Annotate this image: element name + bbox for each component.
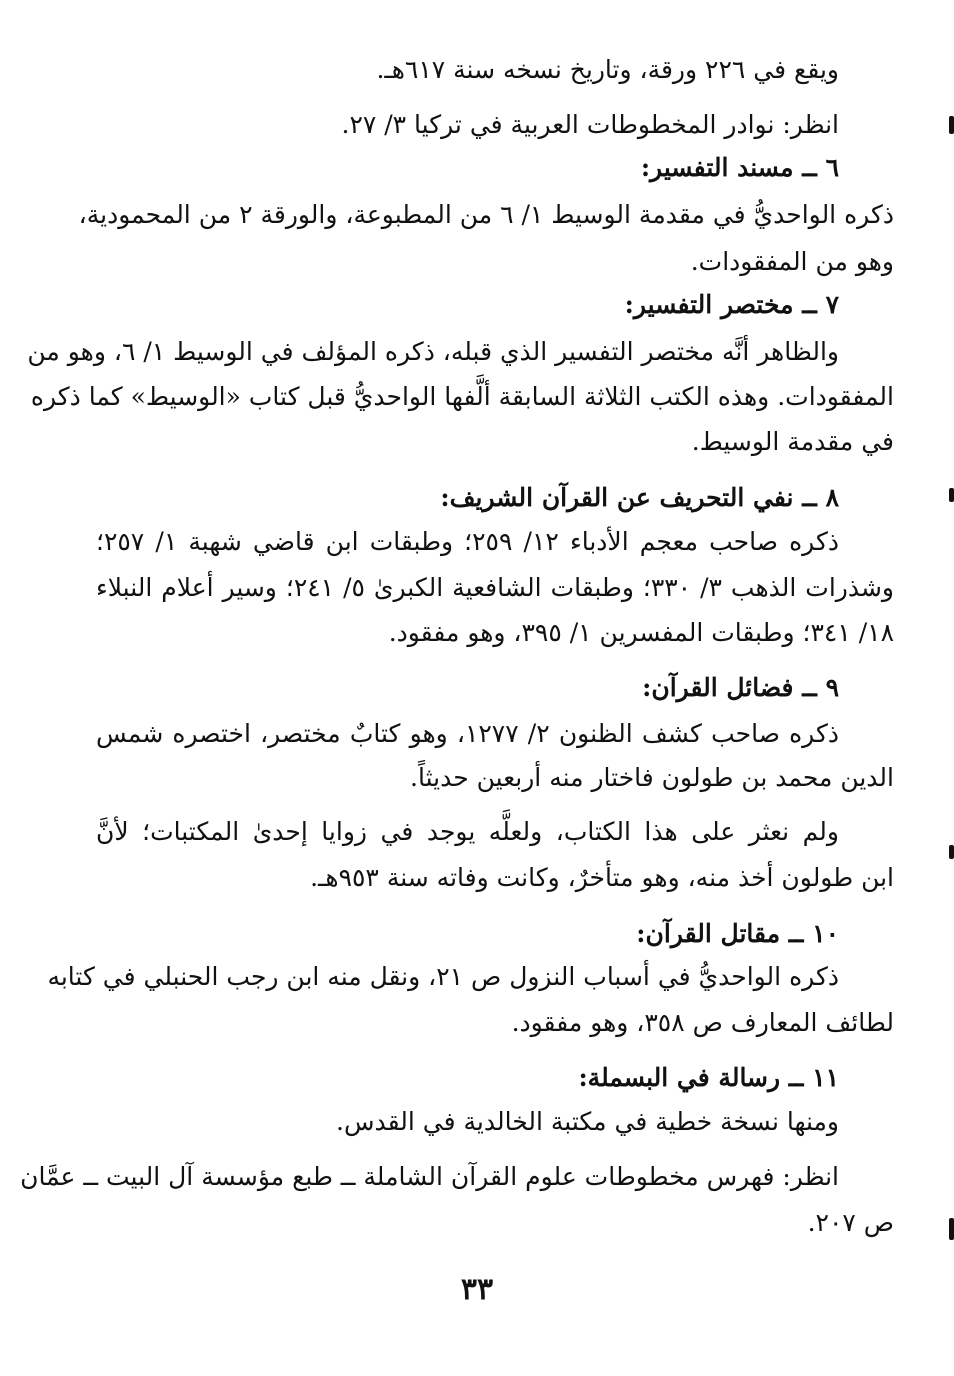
text-line: ذكره الواحديُّ في مقدمة الوسيط ١/ ٦ من المطبوعة، والورقة ٢ من المحمودية، bbox=[78, 200, 894, 229]
section-heading: ٨ ــ نفي التحريف عن القرآن الشريف: bbox=[440, 483, 839, 512]
edge-mark bbox=[949, 116, 954, 134]
text-line: ص ٢٠٧. bbox=[807, 1208, 894, 1237]
edge-mark bbox=[949, 488, 954, 502]
text-line: ذكره صاحب كشف الظنون ٢/ ١٢٧٧، وهو كتابٌ مختصر، اختصره شمس bbox=[96, 719, 839, 748]
section-heading: ١١ ــ رسالة في البسملة: bbox=[578, 1063, 839, 1092]
text-line: لطائف المعارف ص ٣٥٨، وهو مفقود. bbox=[511, 1008, 894, 1037]
text-line: والظاهر أنَّه مختصر التفسير الذي قبله، ذكره المؤلف في الوسيط ١/ ٦، وهو من bbox=[27, 337, 839, 366]
text-line: ذكره صاحب معجم الأدباء ١٢/ ٢٥٩؛ وطبقات ابن قاضي شهبة ١/ ٢٥٧؛ bbox=[96, 527, 840, 556]
edge-mark bbox=[949, 1218, 954, 1240]
text-line: انظر: فهرس مخطوطات علوم القرآن الشاملة ــ طبع مؤسسة آل البيت ــ عمَّان bbox=[20, 1162, 839, 1191]
text-line: ويقع في ٢٢٦ ورقة، وتاريخ نسخه سنة ٦١٧هـ. bbox=[376, 55, 839, 84]
page-number: ٣٣ bbox=[460, 1272, 494, 1307]
text-line: الدين محمد بن طولون فاختار منه أربعين حديثاً. bbox=[410, 763, 894, 792]
text-line: ابن طولون أخذ منه، وهو متأخرٌ، وكانت وفاته سنة ٩٥٣هـ. bbox=[310, 863, 894, 892]
section-heading: ٧ ــ مختصر التفسير: bbox=[624, 290, 839, 319]
section-heading: ٩ ــ فضائل القرآن: bbox=[642, 673, 839, 702]
text-line: وشذرات الذهب ٣/ ٣٣٠؛ وطبقات الشافعية الكبرىٰ ٥/ ٢٤١؛ وسير أعلام النبلاء bbox=[96, 573, 895, 602]
text-line: وهو من المفقودات. bbox=[690, 247, 894, 276]
section-heading: ١٠ ــ مقاتل القرآن: bbox=[636, 919, 839, 948]
text-line: ومنها نسخة خطية في مكتبة الخالدية في القدس. bbox=[336, 1107, 839, 1136]
text-line: انظر: نوادر المخطوطات العربية في تركيا ٣/ ٢٧. bbox=[341, 110, 839, 139]
text-line: ولم نعثر على هذا الكتاب، ولعلَّه يوجد في زوايا إحدىٰ المكتبات؛ لأنَّ bbox=[96, 817, 839, 846]
text-line: ١٨/ ٣٤١؛ وطبقات المفسرين ١/ ٣٩٥، وهو مفقود. bbox=[388, 618, 894, 647]
section-heading: ٦ ــ مسند التفسير: bbox=[640, 153, 839, 182]
edge-mark bbox=[949, 845, 954, 859]
text-line: ذكره الواحديُّ في أسباب النزول ص ٢١، ونقل منه ابن رجب الحنبلي في كتابه bbox=[47, 962, 839, 991]
text-line: المفقودات. وهذه الكتب الثلاثة السابقة ألَّفها الواحديُّ قبل كتاب «الوسيط» كما ذكره bbox=[30, 382, 894, 411]
text-line: في مقدمة الوسيط. bbox=[691, 427, 894, 456]
